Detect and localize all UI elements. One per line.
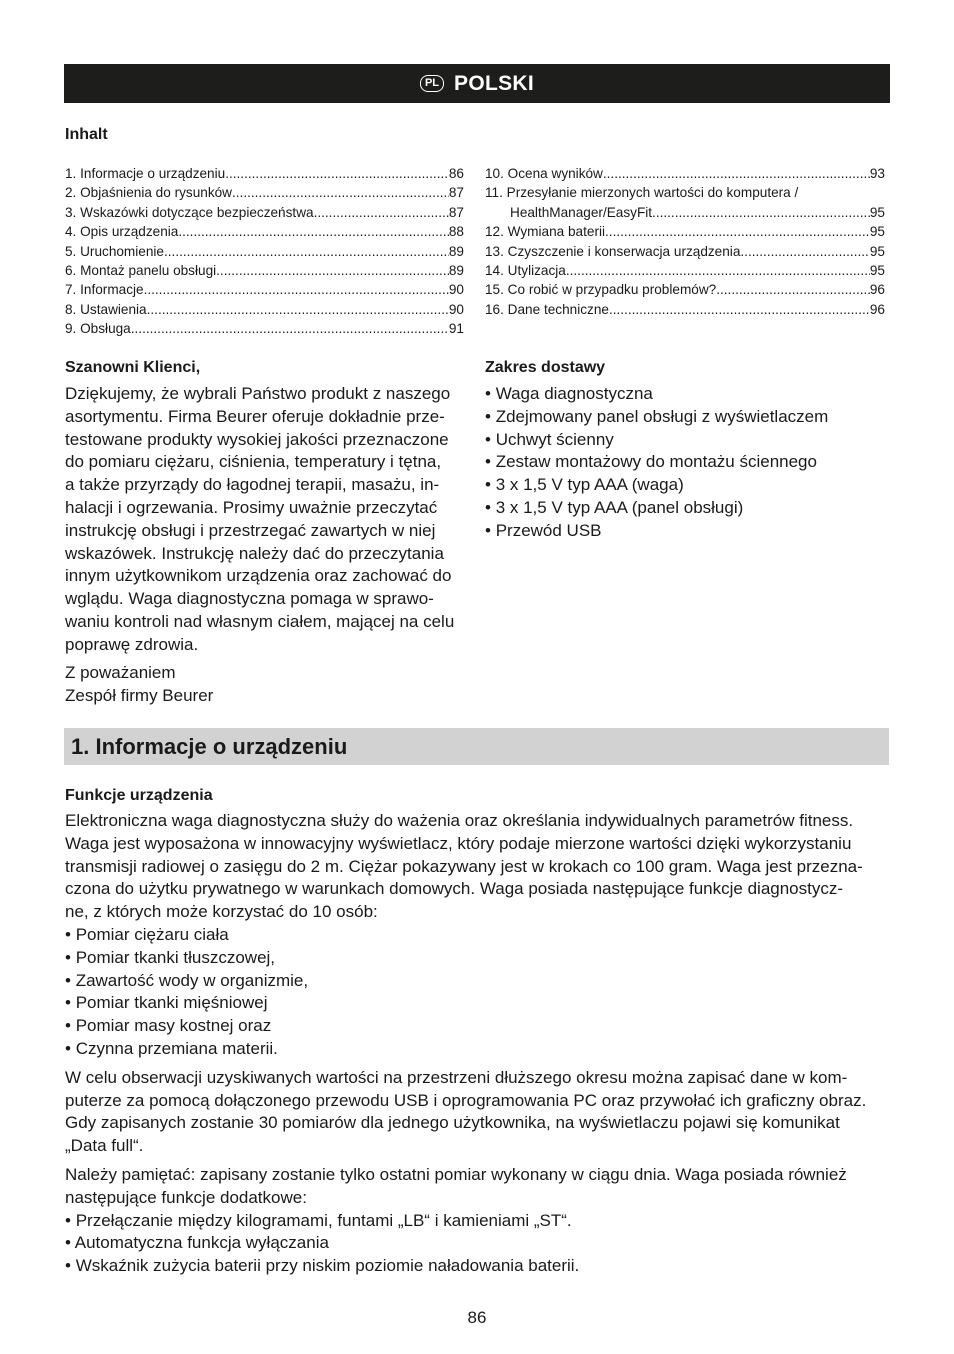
toc-entry[interactable]: 12. Wymiana baterii ..... 95 <box>485 222 885 241</box>
intro-heading: Szanowni Klienci, <box>65 359 201 376</box>
list-item: • Pomiar ciężaru ciała <box>65 924 895 947</box>
list-item: • Czynna przemiana materii. <box>65 1038 895 1061</box>
toc-right-column <box>485 164 885 319</box>
section-subheading: Funkcje urządzenia <box>65 787 213 804</box>
intro-closing: Z poważaniem Zespół firmy Beurer <box>65 663 214 705</box>
toc-entry[interactable]: 15. Co robić w przypadku problemów? ..... 96 <box>485 280 885 299</box>
delivery-heading: Zakres dostawy <box>485 359 606 376</box>
list-item: • 3 x 1,5 V typ AAA (waga) <box>485 474 889 497</box>
section-header <box>64 728 889 765</box>
list-item: • Pomiar tkanki tłuszczowej, <box>65 947 895 970</box>
list-item: • Przełączanie między kilogramami, funtami „LB“ i kamieniami „ST“. <box>65 1210 895 1233</box>
page-number: 86 <box>467 1308 487 1327</box>
toc-entry[interactable]: 5. Uruchomienie ..... 89 <box>65 242 464 261</box>
language-title: POLSKI <box>454 71 535 95</box>
section-body: Elektroniczna waga diagnostyczna służy do ważenia oraz określania indywidualnych parametrów fitness. Waga jest wyposażona w innowacyjny wyświetlacz, który podaje mierzone wartości dzięki wykorzystaniu transmisji radiowej o zasięgu do 2 m. Ciężar pokazywany jest w krokach co 100 gram. Waga jest przezna- czona do użytku prywatnego w warunkach domowych. Waga posiada następujące funkcje diagnostycz- ne, z których może korzystać do 10 osób: • Pomiar ciężaru ciała • Pomiar tkanki tłuszczowej, • Zawartość wody w organizmie, • Pomiar tkanki mięśniowej • Pomiar masy kostnej oraz • Czynna przemiana materii. W celu obserwacji uzyskiwanych wartości na przestrzeni dłuższego okresu można zapisać dane w kom- puterze za pomocą dołączonego przewodu USB i oprogramowania PC oraz przywołać ich graficzny obraz. Gdy zapisanych zostanie 30 pomiarów dla jednego użytkownika, na wyświetlaczu pojawi się komunikat „Data full“. Należy pamiętać: zapisany zostanie tylko ostatni pomiar wykonany w ciągu dnia. Waga posiada również następujące funkcje dodatkowe: • Przełączanie między kilogramami, funtami „LB“ i kamieniami „ST“. • Automatyczna funkcja wyłączania • Wskaźnik zużycia baterii przy niskim poziomie naładowania baterii. <box>65 810 895 1278</box>
list-item: • Wskaźnik zużycia baterii przy niskim poziomie naładowania baterii. <box>65 1255 895 1278</box>
toc-entry[interactable]: 11. Przesyłanie mierzonych wartości do komputera / <box>485 185 799 201</box>
list-item: • Waga diagnostyczna <box>485 383 889 406</box>
toc-entry[interactable]: 13. Czyszczenie i konserwacja urządzenia ..... 95 <box>485 242 885 261</box>
list-item: • 3 x 1,5 V typ AAA (panel obsługi) <box>485 497 889 520</box>
list-item: • Zdejmowany panel obsługi z wyświetlaczem <box>485 406 889 429</box>
toc-entry[interactable]: 8. Ustawienia ..... 90 <box>65 300 464 319</box>
toc-left-column <box>65 164 464 339</box>
language-badge: PL <box>420 75 444 92</box>
list-item: • Uchwyt ścienny <box>485 429 889 452</box>
list-item: • Automatyczna funkcja wyłączania <box>65 1232 895 1255</box>
list-item: • Pomiar masy kostnej oraz <box>65 1015 895 1038</box>
language-header <box>64 64 890 103</box>
delivery-list <box>485 383 889 543</box>
list-item: • Pomiar tkanki mięśniowej <box>65 992 895 1015</box>
toc-heading: Inhalt <box>65 126 108 143</box>
toc-entry[interactable]: HealthManager/EasyFit ..... 95 <box>485 203 885 222</box>
toc-entry[interactable]: 10. Ocena wyników ..... 93 <box>485 164 885 183</box>
list-item: • Przewód USB <box>485 520 889 543</box>
toc-entry[interactable]: 4. Opis urządzenia ..... 88 <box>65 222 464 241</box>
toc-entry[interactable]: 14. Utylizacja ..... 95 <box>485 261 885 280</box>
intro-text: Dziękujemy, że wybrali Państwo produkt z naszego asortymentu. Firma Beurer oferuje dokładnie prze- testowane produkty wysokiej jakości przeznaczone do pomiaru ciężaru, ciśnienia, temperatury i tętna, a także przyrządy do łagodnej terapii, masażu, in- halacji i ogrzewania. Prosimy uważnie przeczytać instrukcję obsługi i przestrzegać zawartych w niej wskazówek. Instrukcję należy dać do przeczytania innym użytkownikom urządzenia oraz zachować do wglądu. Waga diagnostyczna pomaga w sprawo- waniu kontroli nad własnym ciałem, mającej na celu poprawę zdrowia. <box>65 384 455 654</box>
toc-entry[interactable]: 2. Objaśnienia do rysunków ..... 87 <box>65 183 464 202</box>
toc-entry[interactable]: 9. Obsługa ..... 91 <box>65 319 464 338</box>
toc-entry[interactable]: 16. Dane techniczne ..... 96 <box>485 300 885 319</box>
toc-entry[interactable]: 1. Informacje o urządzeniu ..... 86 <box>65 164 464 183</box>
toc-entry[interactable]: 6. Montaż panelu obsługi ..... 89 <box>65 261 464 280</box>
list-item: • Zawartość wody w organizmie, <box>65 970 895 993</box>
toc-entry[interactable]: 7. Informacje ..... 90 <box>65 280 464 299</box>
list-item: • Zestaw montażowy do montażu ściennego <box>485 451 889 474</box>
toc-entry[interactable]: 3. Wskazówki dotyczące bezpieczeństwa ..... 87 <box>65 203 464 222</box>
section-title: 1. Informacje o urządzeniu <box>71 733 348 759</box>
